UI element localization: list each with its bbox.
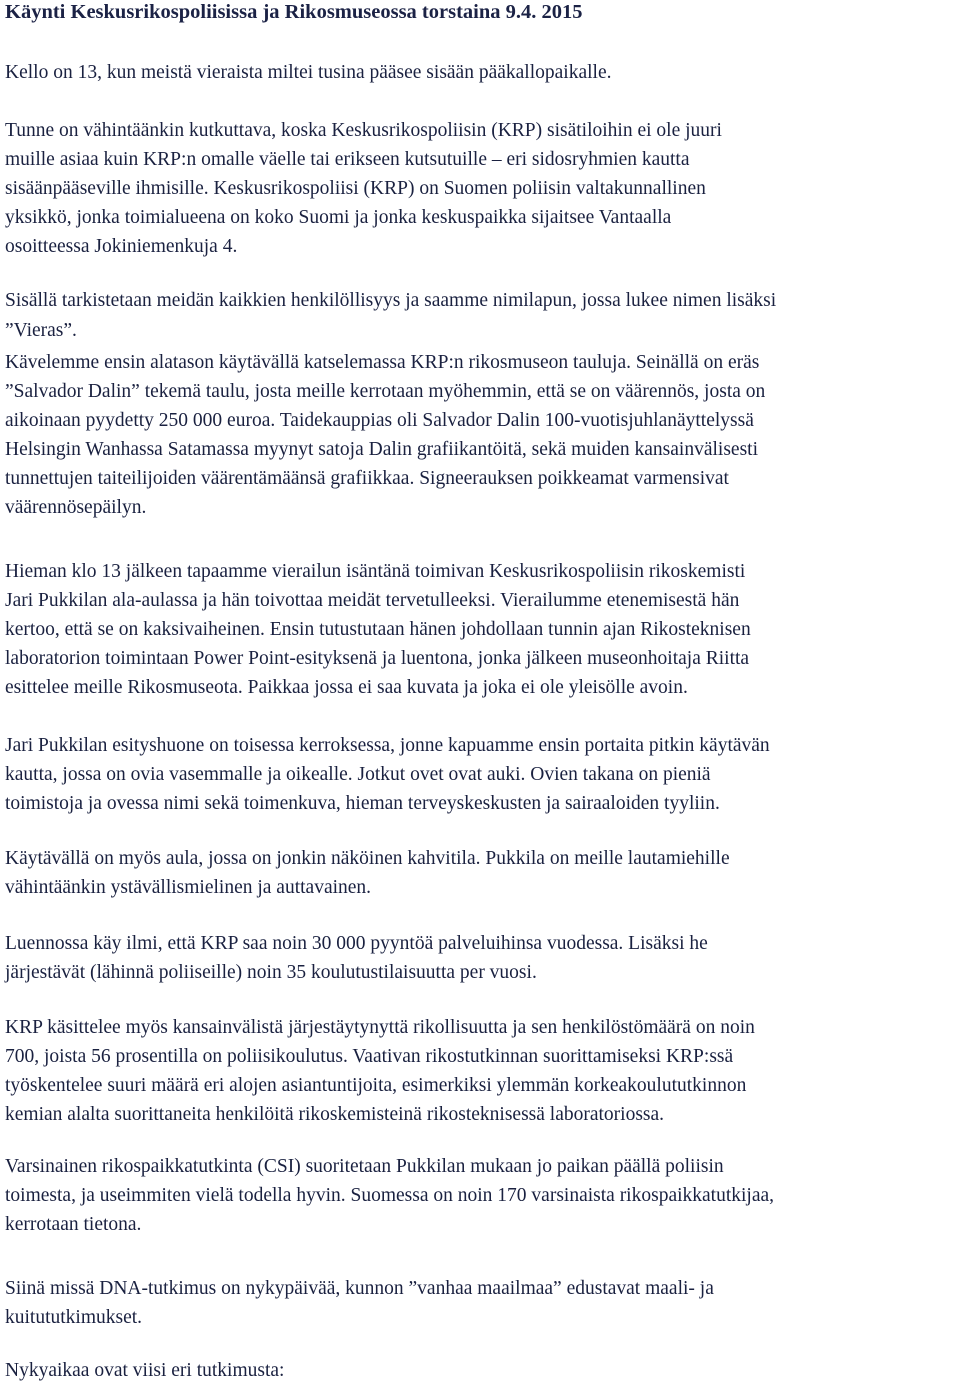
paragraph-five-studies: Nykyaikaa ovat viisi eri tutkimusta: [5,1360,285,1381]
paragraph-requests: Luennossa käy ilmi, että KRP saa noin 30 000 pyyntöä palveluihinsa vuodessa. Lisäksi he järjestävät (lähinnä poliiseille) noin 35 koulutustilaisuutta per vuosi. [5,933,708,983]
paragraph-dna: Siinä missä DNA-tutkimus on nykypäivää, kunnon ”vanhaa maailmaa” edustavat maali- ja kuitututkimukset. [5,1278,714,1328]
paragraph-arrival: Kello on 13, kun meistä vieraista miltei tusina pääsee sisään pääkallopaikalle. [5,62,612,83]
document-page [5,0,957,1386]
document-title: Käynti Keskusrikospoliisissa ja Rikosmuseossa torstaina 9.4. 2015 [5,1,583,23]
paragraph-krp-intro: Tunne on vähintäänkin kutkuttava, koska Keskusrikospoliisin (KRP) sisätiloihin ei ole juuri muille asiaa kuin KRP:n omalle väelle tai erikseen kutsutuille – eri sidosryhmien kautta sisäänpääseville ihmisille. Keskusrikospoliisi (KRP) on Suomen poliisin valtakunnallinen yksikkö, jonka toimialueena on koko Suomi ja jonka keskuspaikka sijaitsee Vantaalla osoitteessa Jokiniemenkuja 4. [5,120,722,257]
paragraph-museum-corridor: Kävelemme ensin alatason käytävällä katselemassa KRP:n rikosmuseon tauluja. Seinällä on eräs ”Salvador Dalin” tekemä taulu, josta meille kerrotaan myöhemmin, että se on väärennös, josta on aikoinaan pyydetty 250 000 euroa. Taidekauppias oli Salvador Dalin 100-vuotisjuhlanäyttelyssä Helsingin Wanhassa Satamassa myynyt satoja Dalin grafiikantöitä, sekä muiden kansainvälisesti tunnettujen taiteilijoiden väärentämäänsä grafiikkaa. Signeerauksen poikkeamat varmensivat väärennösepäilyn. [5,352,766,518]
paragraph-id-check: Sisällä tarkistetaan meidän kaikkien henkilöllisyys ja saamme nimilapun, jossa lukee nimen lisäksi ”Vieras”. [5,290,777,341]
paragraph-international-crime: KRP käsittelee myös kansainvälistä järjestäytynyttä rikollisuutta ja sen henkilöstömäärä on noin 700, joista 56 prosentilla on poliisikoulutus. Vaativan rikostutkinnan suorittamiseksi KRP:ssä työskentelee suuri määrä eri alojen asiantuntijoita, esimerkiksi ylemmän korkeakoulututkinnon kemian alalta suorittaneita henkilöitä rikoskemisteinä rikosteknisessä laboratoriossa. [5,1017,755,1125]
paragraph-presentation-room: Jari Pukkilan esityshuone on toisessa kerroksessa, jonne kapuamme ensin portaita pitkin käytävän kautta, jossa on ovia vasemmalle ja oikealle. Jotkut ovet ovat auki. Ovien takana on pieniä toimistoja ja ovessa nimi sekä toimenkuva, hieman terveyskeskusten ja sairaaloiden tyyliin. [5,735,770,814]
paragraph-lobby: Käytävällä on myös aula, jossa on jonkin näköinen kahvitila. Pukkila on meille lautamiehille vähintäänkin ystävällismielinen ja auttavainen. [5,848,730,898]
paragraph-host-welcome: Hieman klo 13 jälkeen tapaamme vierailun isäntänä toimivan Keskusrikospoliisin rikoskemisti Jari Pukkilan ala-aulassa ja hän toivottaa meidät tervetulleeksi. Vierailumme etenemisestä hän kertoo, että se on kaksivaiheinen. Ensin tutustutaan hänen johdollaan tunnin ajan Rikosteknisen laboratorion toimintaan Power Point-esityksenä ja luentona, jonka jälkeen museonhoitaja Riitta esittelee meille Rikosmuseota. Paikkaa jossa ei saa kuvata ja joka ei ole yleisölle avoin. [5,561,751,698]
paragraph-csi: Varsinainen rikospaikkatutkinta (CSI) suoritetaan Pukkilan mukaan jo paikan päällä poliisin toimesta, ja useimmiten vielä todella hyvin. Suomessa on noin 170 varsinaista rikospaikkatutkijaa, kerrotaan tietona. [5,1156,775,1235]
